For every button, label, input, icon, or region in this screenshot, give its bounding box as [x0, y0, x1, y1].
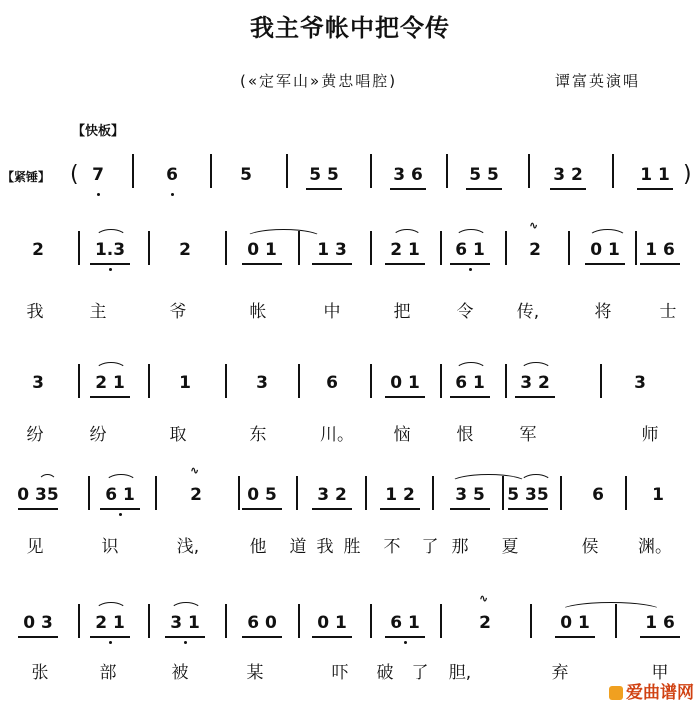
lyric-char: 胆,	[448, 663, 472, 683]
lyric-char: 恼	[393, 425, 411, 445]
slur	[95, 229, 127, 238]
lyric-char: 见	[26, 537, 44, 557]
barline	[440, 231, 442, 265]
octave-dot	[184, 641, 187, 644]
lyric-char: 识	[101, 537, 119, 557]
underline	[450, 508, 490, 510]
octave-dot	[171, 193, 174, 196]
intro-label: 【紧锤】	[2, 170, 51, 184]
slur	[588, 229, 627, 238]
intro-note: 3 6	[393, 165, 423, 185]
note-group: 0 35	[17, 485, 59, 505]
note-group: 0 5	[247, 485, 277, 505]
underline	[242, 508, 282, 510]
note-group: 2	[529, 240, 541, 260]
underline	[100, 508, 140, 510]
barline	[88, 476, 90, 510]
note-group: 1 6	[645, 613, 675, 633]
note-group: 3 1	[170, 613, 200, 633]
lyric-char: 纷	[89, 425, 107, 445]
barline	[370, 154, 372, 188]
lyric-char: 张	[31, 663, 49, 683]
underline	[312, 508, 352, 510]
barline	[568, 231, 570, 265]
intro-note: 3 2	[553, 165, 583, 185]
barline	[238, 476, 240, 510]
lyric-char: 川。	[320, 425, 354, 445]
slur	[170, 602, 202, 611]
underline	[450, 396, 490, 398]
underline	[640, 636, 680, 638]
note-group: 0 1	[560, 613, 590, 633]
underline	[165, 636, 205, 638]
slur	[95, 362, 127, 371]
lyric-char: 浅,	[176, 537, 200, 557]
octave-dot	[119, 513, 122, 516]
lyric-char: 部	[99, 663, 117, 683]
note-group: 1	[179, 373, 191, 393]
lyric-char: 士	[659, 302, 677, 322]
note-group: 3	[32, 373, 44, 393]
intro-note: 7	[92, 165, 104, 185]
watermark-text: 爱曲谱网	[626, 683, 694, 703]
underline	[640, 263, 680, 265]
lyric-char: 军	[519, 425, 537, 445]
note-group: 0 1	[317, 613, 347, 633]
note-group: 6 1	[105, 485, 135, 505]
lyric-char: 纷	[26, 425, 44, 445]
barline	[286, 154, 288, 188]
note-group: 2 1	[95, 373, 125, 393]
barline	[505, 364, 507, 398]
barline	[132, 154, 134, 188]
underline	[312, 263, 352, 265]
mordent-mark: ∿	[529, 219, 537, 232]
note-group: 6 1	[390, 613, 420, 633]
barline	[148, 604, 150, 638]
lyric-char: 不	[383, 537, 401, 557]
barline	[78, 231, 80, 265]
lyric-char: 胜	[343, 537, 361, 557]
note-group: 2	[32, 240, 44, 260]
lyric-char: 夏	[501, 537, 519, 557]
underline	[380, 508, 420, 510]
lyric-char: 吓	[331, 663, 349, 683]
intro-note: 1 1	[640, 165, 670, 185]
octave-dot	[109, 268, 112, 271]
barline	[78, 364, 80, 398]
lyric-char: 中	[323, 302, 341, 322]
intro-note: 5	[240, 165, 252, 185]
lyric-char: 传,	[516, 302, 540, 322]
lyric-char: 我	[316, 537, 334, 557]
barline	[298, 604, 300, 638]
singer-credit: 谭富英演唱	[555, 72, 641, 90]
barline	[225, 364, 227, 398]
lyric-char: 弃	[551, 663, 569, 683]
barline	[370, 364, 372, 398]
underline	[306, 188, 342, 190]
barline	[78, 604, 80, 638]
note-group: 1 2	[385, 485, 415, 505]
score-row	[0, 464, 700, 557]
barline	[528, 154, 530, 188]
intro-note: 5 5	[469, 165, 499, 185]
note-group: 1.3	[94, 240, 126, 260]
note-group: 3	[634, 373, 646, 393]
intro-note: 6	[166, 165, 178, 185]
barline	[432, 476, 434, 510]
lyric-char: 渊。	[638, 537, 672, 557]
score-row	[0, 219, 700, 322]
music-note-icon	[609, 686, 623, 700]
underline	[385, 263, 425, 265]
lyric-char: 主	[89, 302, 107, 322]
barline	[612, 154, 614, 188]
barline	[148, 364, 150, 398]
lyric-char: 侯	[581, 537, 599, 557]
barline	[505, 231, 507, 265]
watermark	[609, 678, 694, 703]
underline	[18, 636, 58, 638]
underline	[555, 636, 595, 638]
barline	[560, 476, 562, 510]
lyric-char: 破	[376, 663, 394, 683]
slur	[105, 474, 137, 483]
underline	[585, 263, 625, 265]
barline	[298, 364, 300, 398]
note-group: 3	[256, 373, 268, 393]
slur	[450, 474, 527, 483]
lyric-char: 将	[594, 302, 612, 322]
barline	[155, 476, 157, 510]
note-group: 2	[179, 240, 191, 260]
underline	[466, 188, 502, 190]
underline	[385, 396, 425, 398]
note-group: 2	[190, 485, 202, 505]
slur	[455, 229, 487, 238]
barline	[600, 364, 602, 398]
underline	[385, 636, 425, 638]
note-group: 0 1	[247, 240, 277, 260]
barline	[225, 231, 227, 265]
underline	[90, 396, 130, 398]
note-group: 3 2	[317, 485, 347, 505]
lyric-char: 某	[246, 663, 264, 683]
note-group: 2 1	[390, 240, 420, 260]
note-group: 3 5	[455, 485, 485, 505]
note-group: 6 0	[247, 613, 277, 633]
underline	[242, 263, 282, 265]
slur	[455, 362, 487, 371]
intro-close-paren: )	[683, 162, 692, 187]
octave-dot	[404, 641, 407, 644]
octave-dot	[97, 193, 100, 196]
octave-dot	[469, 268, 472, 271]
intro-note: 5 5	[309, 165, 339, 185]
note-group: 0 3	[23, 613, 53, 633]
lyric-char: 了	[421, 537, 439, 557]
slur	[245, 229, 322, 238]
note-group: 1	[652, 485, 664, 505]
note-group: 2 1	[95, 613, 125, 633]
lyric-char: 把	[393, 302, 411, 322]
lyric-char: 甲	[651, 663, 669, 683]
slur	[520, 362, 552, 371]
underline	[508, 508, 548, 510]
lyric-char: 道	[289, 537, 307, 557]
lyric-char: 恨	[456, 425, 474, 445]
intro-open-paren: (	[70, 162, 79, 187]
lyric-char: 令	[456, 302, 474, 322]
lyric-char: 被	[171, 663, 189, 683]
barline	[365, 476, 367, 510]
score-row	[0, 592, 700, 683]
barline	[530, 604, 532, 638]
octave-dot	[109, 641, 112, 644]
underline	[515, 396, 555, 398]
note-group: 1 6	[645, 240, 675, 260]
underline	[18, 508, 58, 510]
lyric-char: 他	[249, 537, 267, 557]
slur	[38, 474, 57, 483]
underline	[450, 263, 490, 265]
lyric-char: 那	[451, 537, 469, 557]
mordent-mark: ∿	[479, 592, 487, 605]
underline	[312, 636, 352, 638]
note-group: 0 1	[590, 240, 620, 260]
slur	[392, 229, 422, 238]
underline	[242, 636, 282, 638]
lyric-char: 了	[411, 663, 429, 683]
slur	[560, 602, 662, 611]
intro-row	[0, 150, 700, 200]
underline	[90, 636, 130, 638]
note-group: 6	[326, 373, 338, 393]
note-group: 0 1	[390, 373, 420, 393]
lyric-char: 师	[641, 425, 659, 445]
note-group: 6	[592, 485, 604, 505]
note-group: 6 1	[455, 373, 485, 393]
slur	[520, 474, 552, 483]
barline	[625, 476, 627, 510]
subtitle: («定军山»黄忠唱腔)	[240, 72, 398, 90]
tempo-marking: 【快板】	[72, 124, 125, 139]
lyric-char: 爷	[169, 302, 187, 322]
note-group: 2	[479, 613, 491, 633]
barline	[370, 604, 372, 638]
note-group: 1 3	[317, 240, 347, 260]
underline	[637, 188, 673, 190]
note-group: 6 1	[455, 240, 485, 260]
underline	[390, 188, 426, 190]
slur	[95, 602, 127, 611]
page-title: 我主爷帐中把令传	[250, 14, 450, 42]
barline	[148, 231, 150, 265]
barline	[440, 364, 442, 398]
barline	[635, 231, 637, 265]
lyric-char: 取	[169, 425, 187, 445]
barline	[210, 154, 212, 188]
barline	[446, 154, 448, 188]
barline	[370, 231, 372, 265]
lyric-char: 东	[249, 425, 267, 445]
lyric-char: 帐	[249, 302, 267, 322]
lyric-char: 我	[26, 302, 44, 322]
score-row	[0, 368, 700, 445]
barline	[225, 604, 227, 638]
barline	[440, 604, 442, 638]
note-group: 5 35	[507, 485, 549, 505]
mordent-mark: ∿	[190, 464, 198, 477]
underline	[550, 188, 586, 190]
barline	[296, 476, 298, 510]
underline	[90, 263, 130, 265]
note-group: 3 2	[520, 373, 550, 393]
